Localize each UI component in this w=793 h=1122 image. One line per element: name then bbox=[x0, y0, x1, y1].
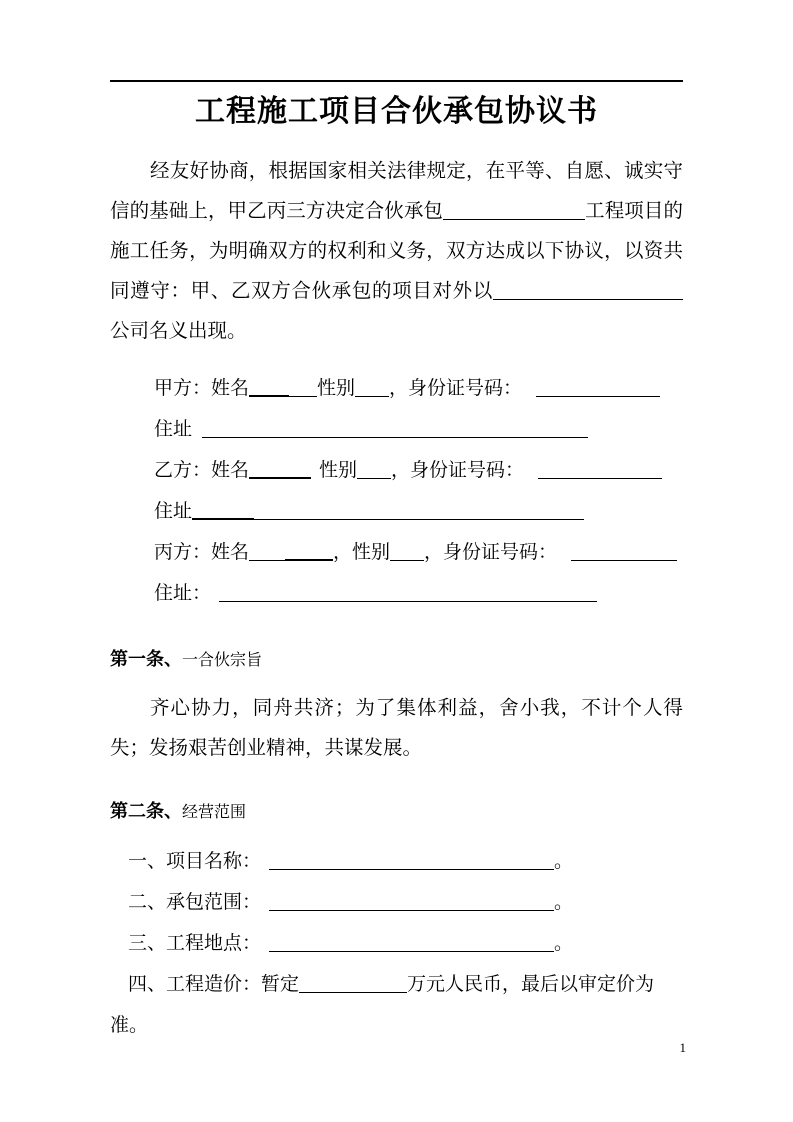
party-c-name-blank-1[interactable] bbox=[249, 541, 285, 561]
section-2-item-1-blank[interactable] bbox=[269, 850, 554, 870]
section-2-item-1 bbox=[110, 841, 683, 882]
section-2-heading bbox=[110, 793, 683, 831]
section-2-item-3-blank[interactable] bbox=[269, 932, 554, 952]
intro-text-part2: 工程项目的施工任务，为明确双方的权利和义务，双方达成以下协议，以资共同遵守：甲、乙双方合伙承包的项目对外以 bbox=[110, 201, 683, 302]
party-a-name-label: 甲方：姓名 bbox=[154, 378, 250, 399]
party-c-name-line bbox=[110, 532, 683, 573]
section-2-item-4-label: 四、工程造价：暂定 bbox=[128, 974, 300, 995]
party-a-id-blank[interactable] bbox=[536, 377, 660, 397]
party-a-gender-blank[interactable] bbox=[355, 377, 389, 397]
section-2-item-2 bbox=[110, 882, 683, 923]
party-a-address-blank[interactable] bbox=[202, 418, 588, 438]
section-2-item-4-blank[interactable] bbox=[299, 973, 407, 993]
intro-blank-company[interactable] bbox=[493, 280, 683, 300]
section-1-body: 齐心协力，同舟共济；为了集体利益，舍小我，不计个人得失；发扬艰苦创业精神，共谋发展。 bbox=[110, 698, 683, 759]
document-title: 工程施工项目合伙承包协议书 bbox=[195, 95, 598, 128]
party-b-id-blank[interactable] bbox=[538, 459, 662, 479]
party-b-address-label: 住址 bbox=[154, 501, 193, 522]
party-c-name-label: 丙方：姓名 bbox=[154, 542, 250, 563]
party-c-gender-blank[interactable] bbox=[390, 541, 424, 561]
party-a-id-label: ，身份证号码： bbox=[389, 378, 523, 399]
party-b-address-blank-2[interactable] bbox=[254, 500, 584, 520]
party-c-name-blank-2[interactable] bbox=[285, 540, 333, 561]
party-b-name-blank-1[interactable] bbox=[249, 458, 311, 479]
party-c-id-blank[interactable] bbox=[571, 541, 677, 561]
section-2-item-4-text: 万元人民币，最后以审定价为准。 bbox=[110, 974, 655, 1036]
intro-text-part3: 公司名义出现。 bbox=[110, 321, 247, 342]
party-a-address-line bbox=[110, 409, 683, 450]
page-number: 1 bbox=[679, 1040, 686, 1055]
section-2-item-1-label: 一、项目名称： bbox=[128, 851, 262, 872]
section-1-heading bbox=[110, 641, 683, 679]
party-b-gender-label: 性别 bbox=[319, 460, 358, 481]
party-a-gender-label: 性别 bbox=[317, 378, 356, 399]
party-c-address-line bbox=[110, 573, 683, 614]
section-2-item-3 bbox=[110, 923, 683, 964]
party-c-address-label: 住址： bbox=[154, 583, 212, 604]
section-2-item-4 bbox=[110, 964, 683, 1046]
section-2-item-3-label: 三、工程地点： bbox=[128, 933, 262, 954]
party-c-id-label: ，身份证号码： bbox=[424, 542, 558, 563]
section-1-number: 第一条、 bbox=[110, 649, 182, 669]
party-b-gender-blank[interactable] bbox=[357, 459, 391, 479]
document-content bbox=[110, 0, 683, 1046]
intro-paragraph bbox=[110, 152, 683, 352]
party-c-address-blank[interactable] bbox=[219, 582, 597, 602]
party-b-id-label: ，身份证号码： bbox=[391, 460, 525, 481]
section-2-item-3-suffix: 。 bbox=[554, 933, 574, 954]
party-b-address-blank-1[interactable] bbox=[192, 499, 254, 520]
party-b-name-label: 乙方：姓名 bbox=[154, 460, 250, 481]
section-2-title: 经营范围 bbox=[182, 804, 247, 821]
intro-text-part1: 经友好协商，根据国家相关法律规定，在平等、自愿、诚实守信的基础上，甲乙丙三方决定合伙承包 bbox=[110, 161, 683, 222]
party-a-name-blank-2[interactable] bbox=[289, 377, 317, 397]
party-a-name-blank-1[interactable] bbox=[249, 376, 289, 397]
section-2-number: 第二条、 bbox=[110, 801, 182, 821]
section-2-item-1-suffix: 。 bbox=[554, 851, 574, 872]
party-b-name-line bbox=[110, 450, 683, 491]
section-2-item-2-label: 二、承包范围： bbox=[128, 892, 262, 913]
section-2-item-2-suffix: 。 bbox=[554, 892, 574, 913]
intro-blank-project[interactable] bbox=[443, 200, 585, 220]
section-2-item-2-blank[interactable] bbox=[269, 891, 554, 911]
party-c-gender-label: ，性别 bbox=[333, 542, 391, 563]
party-b-address-line bbox=[110, 491, 683, 532]
section-1-title: 一合伙宗旨 bbox=[182, 652, 263, 669]
title-divider-rule bbox=[110, 80, 683, 82]
party-a-address-label: 住址 bbox=[154, 419, 193, 440]
party-a-name-line bbox=[110, 368, 683, 409]
